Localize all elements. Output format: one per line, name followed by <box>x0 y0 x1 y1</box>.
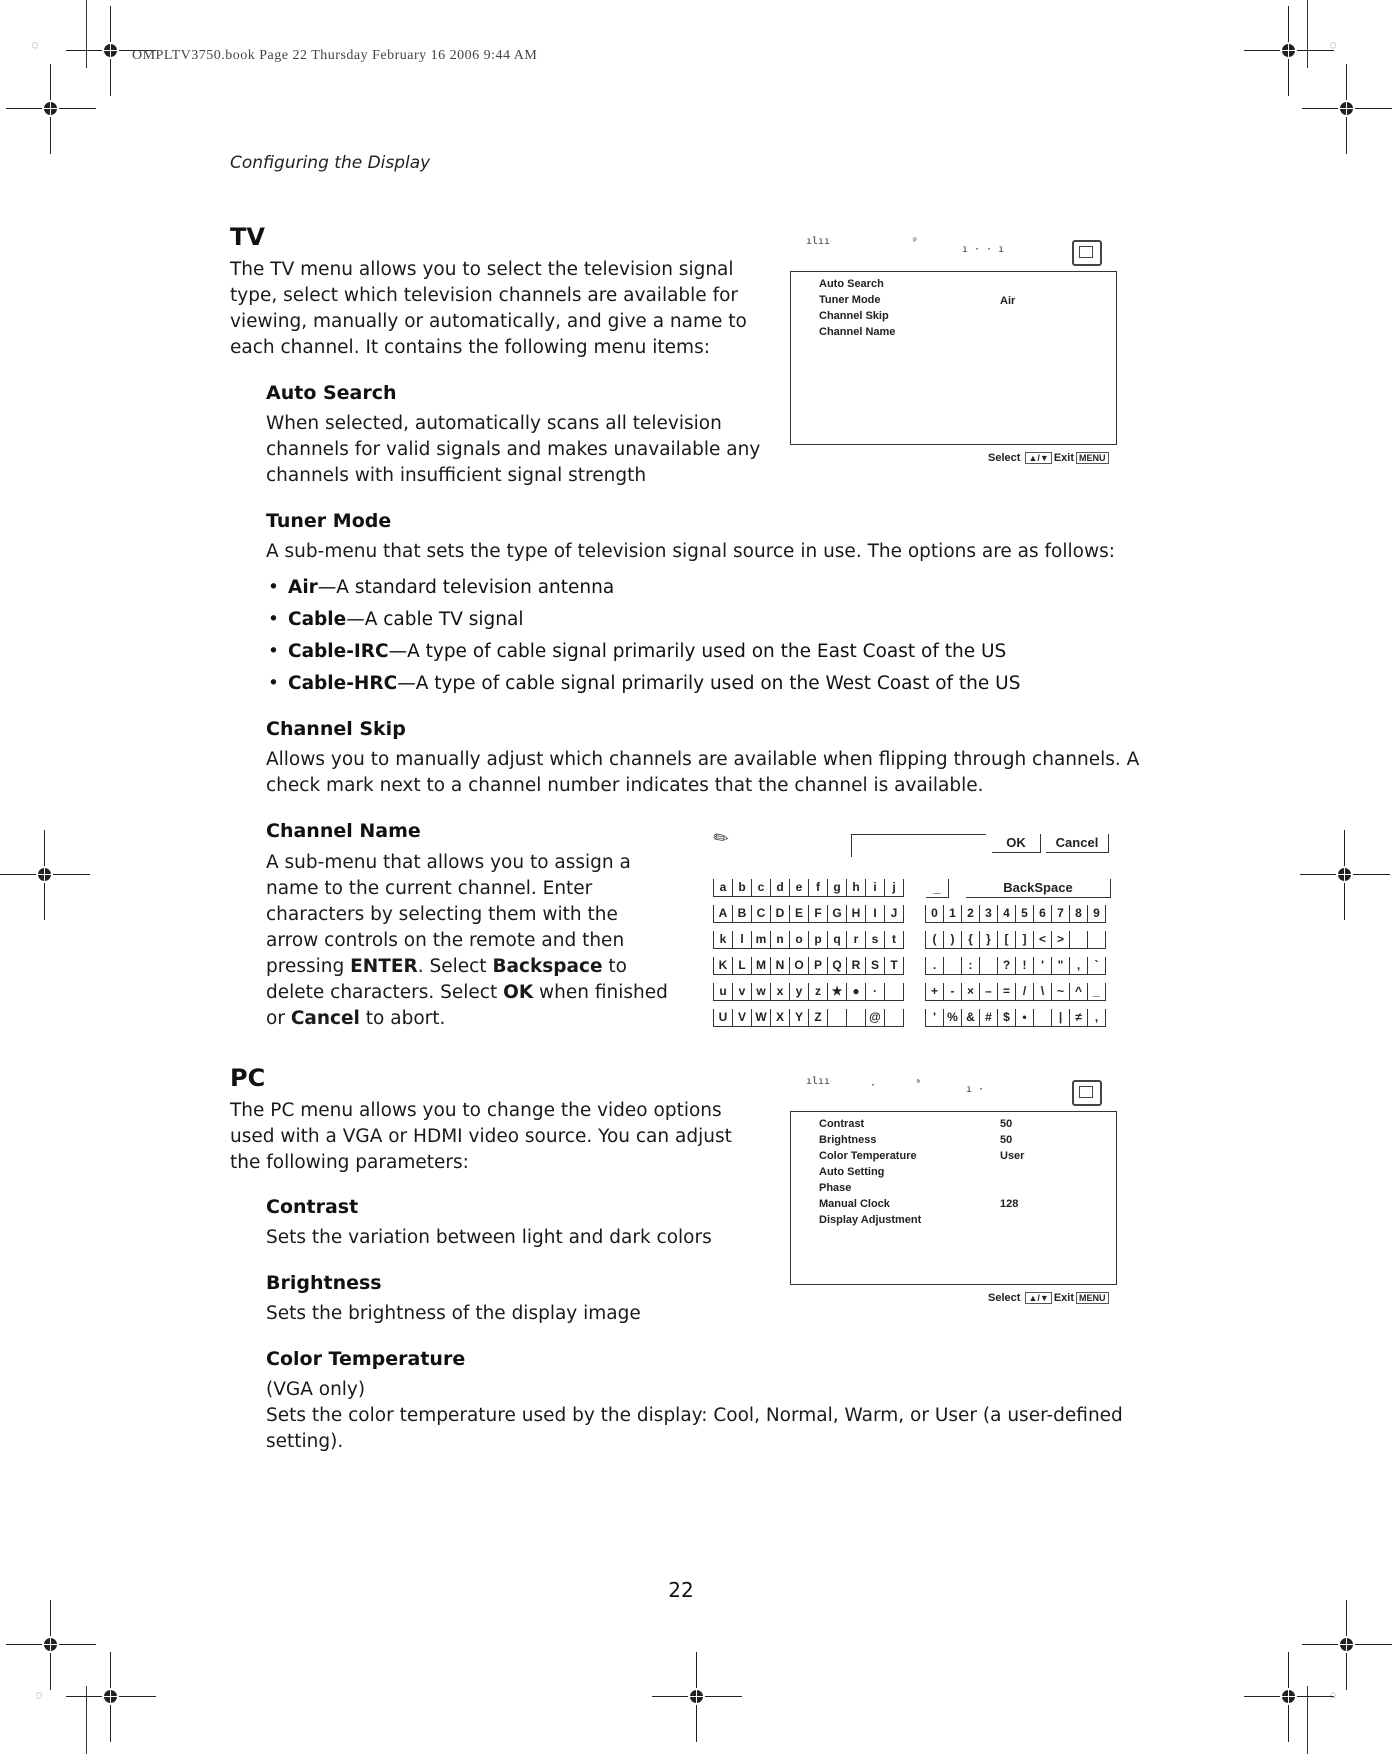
keyboard-row <box>925 931 1106 949</box>
channel-name-input[interactable] <box>851 834 986 857</box>
keyboard-key[interactable]: R <box>846 957 865 975</box>
menu-key-icon: MENU <box>1076 452 1109 464</box>
keyboard-key[interactable]: S <box>865 957 884 975</box>
keyboard-key[interactable]: # <box>979 1009 997 1027</box>
list-item <box>266 572 1166 604</box>
keyboard-row <box>925 957 1106 975</box>
keyboard-key[interactable]: < <box>1033 931 1051 949</box>
keyboard-key[interactable]: , <box>1087 1009 1106 1027</box>
list-item <box>266 636 1166 668</box>
keyboard-row <box>713 931 904 949</box>
osd-header-mark: ı · · ı <box>962 244 1005 255</box>
keyboard-key[interactable]: _ <box>1087 983 1106 1001</box>
keyboard-key[interactable]: G <box>827 905 846 923</box>
keyboard-key[interactable]: c <box>751 879 770 897</box>
backspace-key[interactable]: BackSpace <box>966 879 1111 898</box>
keyboard-key[interactable]: 7 <box>1051 905 1069 923</box>
keyboard-key[interactable]: ≠ <box>1069 1009 1087 1027</box>
channel-name-heading: Channel Name <box>266 820 421 842</box>
keyboard-key[interactable]: l <box>732 931 751 949</box>
keyboard-key[interactable]: – <box>979 983 997 1001</box>
keyboard-key[interactable]: E <box>789 905 808 923</box>
keyboard-key[interactable]: 9 <box>1087 905 1106 923</box>
keyboard-key[interactable]: 4 <box>997 905 1015 923</box>
keyboard-key[interactable]: X <box>770 1009 789 1027</box>
osd-menu-item: Channel Skip <box>819 310 889 322</box>
contrast-heading: Contrast <box>266 1196 359 1218</box>
option-term: Cable-HRC <box>288 673 398 694</box>
keyboard-key[interactable]: a <box>713 879 732 897</box>
list-item <box>266 668 1166 700</box>
option-term: Air <box>288 577 318 598</box>
select-key-icon: ▲/▼ <box>1025 452 1051 464</box>
color-bar-icon: ◌ <box>32 40 39 51</box>
channel-skip-text: Allows you to manually adjust which channels are available when flipping through channels. A check mark next to a channel number indicates that the channel is available. <box>266 749 1140 796</box>
keyboard-key[interactable]: p <box>808 931 827 949</box>
keyboard-row <box>925 905 1106 923</box>
keyboard-key[interactable]: • <box>1015 1009 1033 1027</box>
osd-footer: Select ▲/▼ Exit MENU <box>988 452 1111 464</box>
registration-mark <box>1302 64 1392 154</box>
osd-header-mark: · <box>870 1080 877 1091</box>
keyboard-row <box>713 983 904 1001</box>
keyboard-key[interactable]: A <box>713 905 732 923</box>
keyboard-key[interactable]: % <box>943 1009 961 1027</box>
keyboard-key[interactable]: \ <box>1033 983 1051 1001</box>
keyboard-row <box>713 957 904 975</box>
osd-value: 50 <box>1000 1118 1013 1130</box>
color-temperature-note: (VGA only) <box>266 1379 366 1400</box>
space-key[interactable]: _ <box>926 879 949 898</box>
pc-icon <box>1072 1080 1102 1106</box>
channel-skip-heading: Channel Skip <box>266 718 406 740</box>
brightness-text: Sets the brightness of the display image <box>266 1303 641 1324</box>
keyboard-key[interactable]: D <box>770 905 789 923</box>
keyboard-key[interactable]: 2 <box>961 905 979 923</box>
osd-header-mark: ᵖ <box>912 236 919 247</box>
keyboard-key[interactable] <box>979 957 997 975</box>
osd-signal-icon: ılıı <box>806 236 831 247</box>
keyboard-key[interactable]: V <box>732 1009 751 1027</box>
registration-mark <box>652 1652 742 1742</box>
keyboard-key[interactable]: ★ <box>827 983 846 1001</box>
keyboard-key[interactable]: i <box>865 879 884 897</box>
keyboard-row <box>713 1009 904 1027</box>
print-slug: OMPLTV3750.book Page 22 Thursday February 16 2006 9:44 AM <box>132 48 538 63</box>
running-header: Configuring the Display <box>230 153 431 173</box>
option-desc: —A type of cable signal primarily used on the East Coast of the US <box>388 641 1007 662</box>
keyboard-key[interactable]: v <box>732 983 751 1001</box>
color-temperature-heading: Color Temperature <box>266 1348 466 1370</box>
keyboard-key[interactable]: ` <box>1087 957 1106 975</box>
osd-menu-item: Color Temperature <box>819 1150 917 1162</box>
keyboard-key[interactable] <box>1069 931 1087 949</box>
keyboard-key[interactable]: N <box>770 957 789 975</box>
keyboard-key[interactable]: H <box>846 905 865 923</box>
keyboard-key[interactable] <box>1087 931 1106 949</box>
brightness-heading: Brightness <box>266 1272 382 1294</box>
keyboard-key[interactable]: 8 <box>1069 905 1087 923</box>
keyboard-key[interactable] <box>827 1009 846 1027</box>
keyboard-key[interactable]: ~ <box>1051 983 1069 1001</box>
keyboard-key[interactable]: B <box>732 905 751 923</box>
keyboard-key[interactable]: ' <box>925 1009 943 1027</box>
keyboard-key[interactable]: I <box>865 905 884 923</box>
osd-value: User <box>1000 1150 1025 1162</box>
keyboard-row <box>925 983 1106 1001</box>
keyboard-key[interactable]: q <box>827 931 846 949</box>
osd-value: 50 <box>1000 1134 1013 1146</box>
keyboard-key[interactable]: w <box>751 983 770 1001</box>
keyboard-key[interactable]: { <box>961 931 979 949</box>
keyboard-key[interactable]: + <box>925 983 943 1001</box>
osd-menu-item: Brightness <box>819 1134 877 1146</box>
keyboard-key[interactable]: Z <box>808 1009 827 1027</box>
option-desc: —A standard television antenna <box>317 577 615 598</box>
keyboard-key[interactable]: } <box>979 931 997 949</box>
keyboard-key[interactable] <box>884 983 904 1001</box>
color-bar-icon: ◌ <box>1330 40 1337 51</box>
osd-signal-icon: ılıı <box>806 1076 831 1087</box>
cancel-button[interactable]: Cancel <box>1046 834 1109 853</box>
keyboard-key[interactable]: u <box>713 983 732 1001</box>
keyboard-key[interactable]: 5 <box>1015 905 1033 923</box>
keyboard-key[interactable]: j <box>884 879 904 897</box>
keyboard-key[interactable]: " <box>1051 957 1069 975</box>
keyboard-key[interactable]: - <box>943 983 961 1001</box>
osd-header-mark: ı · <box>966 1084 985 1095</box>
keyboard-key[interactable]: T <box>884 957 904 975</box>
keyboard-key[interactable]: ● <box>846 983 865 1001</box>
list-item <box>266 604 1166 636</box>
keyboard-row <box>925 1009 1106 1027</box>
keyboard-key[interactable]: = <box>997 983 1015 1001</box>
option-desc: —A type of cable signal primarily used on the West Coast of the US <box>397 673 1021 694</box>
pencil-icon: ✎ <box>709 825 734 852</box>
keyboard-key[interactable]: K <box>713 957 732 975</box>
color-bar-icon: ◌ <box>1330 1690 1337 1701</box>
keyboard-key[interactable]: Q <box>827 957 846 975</box>
tuner-mode-options <box>266 572 1166 700</box>
keyboard-key[interactable] <box>846 1009 865 1027</box>
keyboard-key[interactable]: × <box>961 983 979 1001</box>
keyboard-key[interactable]: h <box>846 879 865 897</box>
keyboard-key[interactable]: @ <box>865 1009 884 1027</box>
registration-mark <box>6 64 96 154</box>
keyboard-key[interactable]: Y <box>789 1009 808 1027</box>
keyboard-key[interactable]: 3 <box>979 905 997 923</box>
keyboard-key[interactable]: ? <box>997 957 1015 975</box>
auto-search-text: When selected, automatically scans all television channels for valid signals and makes unavailable any channels with insufficient signal strength <box>266 413 761 486</box>
osd-tuner-value: Air <box>1000 295 1016 307</box>
keyboard-key[interactable]: L <box>732 957 751 975</box>
keyboard-key[interactable]: ] <box>1015 931 1033 949</box>
tv-heading: TV <box>230 223 265 251</box>
keyboard-key[interactable]: r <box>846 931 865 949</box>
osd-menu-item: Contrast <box>819 1118 865 1130</box>
keyboard-key[interactable] <box>884 1009 904 1027</box>
option-desc: —A cable TV signal <box>346 609 524 630</box>
osd-menu-item: Tuner Mode <box>819 294 881 306</box>
osd-menu-item: Display Adjustment <box>819 1214 922 1226</box>
registration-mark <box>1244 1652 1337 1742</box>
keyboard-key[interactable]: M <box>751 957 770 975</box>
channel-name-text: A sub-menu that allows you to assign a name to the current channel. Enter characters by selecting them with the arrow controls on the remote and then pressing ENTER. Select Backspace to delete characters. Select OK when finished or Cancel to abort. <box>266 852 668 1029</box>
keyboard-key[interactable]: , <box>1069 957 1087 975</box>
tuner-mode-text: A sub-menu that sets the type of television signal source in use. The options are as follows: <box>266 541 1115 562</box>
keyboard-key[interactable]: U <box>713 1009 732 1027</box>
keyboard-key[interactable]: f <box>808 879 827 897</box>
keyboard-key[interactable]: ( <box>925 931 943 949</box>
keyboard-key[interactable]: y <box>789 983 808 1001</box>
keyboard-key[interactable]: $ <box>997 1009 1015 1027</box>
osd-menu-item: Auto Search <box>819 278 884 290</box>
osd-menu-item: Auto Setting <box>819 1166 885 1178</box>
keyboard-key[interactable]: C <box>751 905 770 923</box>
keyboard-key[interactable]: J <box>884 905 904 923</box>
keyboard-key[interactable]: x <box>770 983 789 1001</box>
keyboard-key[interactable]: d <box>770 879 789 897</box>
tuner-mode-heading: Tuner Mode <box>266 510 392 532</box>
keyboard-key[interactable]: F <box>808 905 827 923</box>
keyboard-key[interactable]: ' <box>1033 957 1051 975</box>
menu-key-icon: MENU <box>1076 1292 1109 1304</box>
keyboard-key[interactable]: ! <box>1015 957 1033 975</box>
keyboard-key[interactable]: 6 <box>1033 905 1051 923</box>
keyboard-key[interactable]: k <box>713 931 732 949</box>
keyboard-key[interactable]: & <box>961 1009 979 1027</box>
osd-header-mark: ᵃ <box>915 1078 922 1089</box>
color-bar-icon: ◌ <box>36 1690 43 1701</box>
keyboard-key[interactable]: ^ <box>1069 983 1087 1001</box>
keyboard-key[interactable]: | <box>1051 1009 1069 1027</box>
ok-button[interactable]: OK <box>992 834 1041 853</box>
keyboard-key[interactable]: W <box>751 1009 770 1027</box>
auto-search-heading: Auto Search <box>266 382 397 404</box>
keyboard-key[interactable]: 0 <box>925 905 943 923</box>
pc-intro: The PC menu allows you to change the video options used with a VGA or HDMI video source. You can adjust the following parameters: <box>230 1100 732 1173</box>
keyboard-key[interactable]: 1 <box>943 905 961 923</box>
keyboard-key[interactable]: o <box>789 931 808 949</box>
keyboard-key[interactable]: : <box>961 957 979 975</box>
keyboard-key[interactable]: P <box>808 957 827 975</box>
option-term: Cable <box>288 609 347 630</box>
keyboard-row <box>713 879 904 897</box>
registration-mark <box>1300 830 1390 920</box>
keyboard-key[interactable]: n <box>770 931 789 949</box>
keyboard-key[interactable] <box>1033 1009 1051 1027</box>
keyboard-key[interactable]: m <box>751 931 770 949</box>
osd-menu-item: Channel Name <box>819 326 896 338</box>
page-number: 22 <box>668 1578 694 1602</box>
keyboard-key[interactable]: . <box>925 957 943 975</box>
registration-mark <box>66 1652 156 1742</box>
color-temperature-text: Sets the color temperature used by the display: Cool, Normal, Warm, or User (a user-defined setting). <box>266 1405 1123 1452</box>
tv-icon <box>1072 240 1102 266</box>
contrast-text: Sets the variation between light and dark colors <box>266 1227 712 1248</box>
keyboard-key[interactable]: ) <box>943 931 961 949</box>
option-term: Cable-IRC <box>288 641 389 662</box>
keyboard-key[interactable]: z <box>808 983 827 1001</box>
osd-value: 128 <box>1000 1198 1019 1210</box>
keyboard-key[interactable]: > <box>1051 931 1069 949</box>
osd-footer: Select ▲/▼ Exit MENU <box>988 1292 1111 1304</box>
registration-mark <box>0 830 90 920</box>
keyboard-key[interactable]: [ <box>997 931 1015 949</box>
keyboard-key[interactable]: / <box>1015 983 1033 1001</box>
pc-heading: PC <box>230 1064 266 1092</box>
keyboard-key[interactable]: t <box>884 931 904 949</box>
keyboard-key[interactable]: · <box>865 983 884 1001</box>
osd-menu-item: Phase <box>819 1182 852 1194</box>
keyboard-key[interactable] <box>943 957 961 975</box>
keyboard-key[interactable]: g <box>827 879 846 897</box>
keyboard-key[interactable]: e <box>789 879 808 897</box>
keyboard-key[interactable]: s <box>865 931 884 949</box>
keyboard-row <box>713 905 904 923</box>
osd-menu-item: Manual Clock <box>819 1198 890 1210</box>
keyboard-key[interactable]: b <box>732 879 751 897</box>
select-key-icon: ▲/▼ <box>1025 1292 1051 1304</box>
tv-intro: The TV menu allows you to select the television signal type, select which television channels are available for viewing, manually or automatically, and give a name to each channel. It contains the following menu items: <box>230 259 747 358</box>
keyboard-key[interactable]: O <box>789 957 808 975</box>
